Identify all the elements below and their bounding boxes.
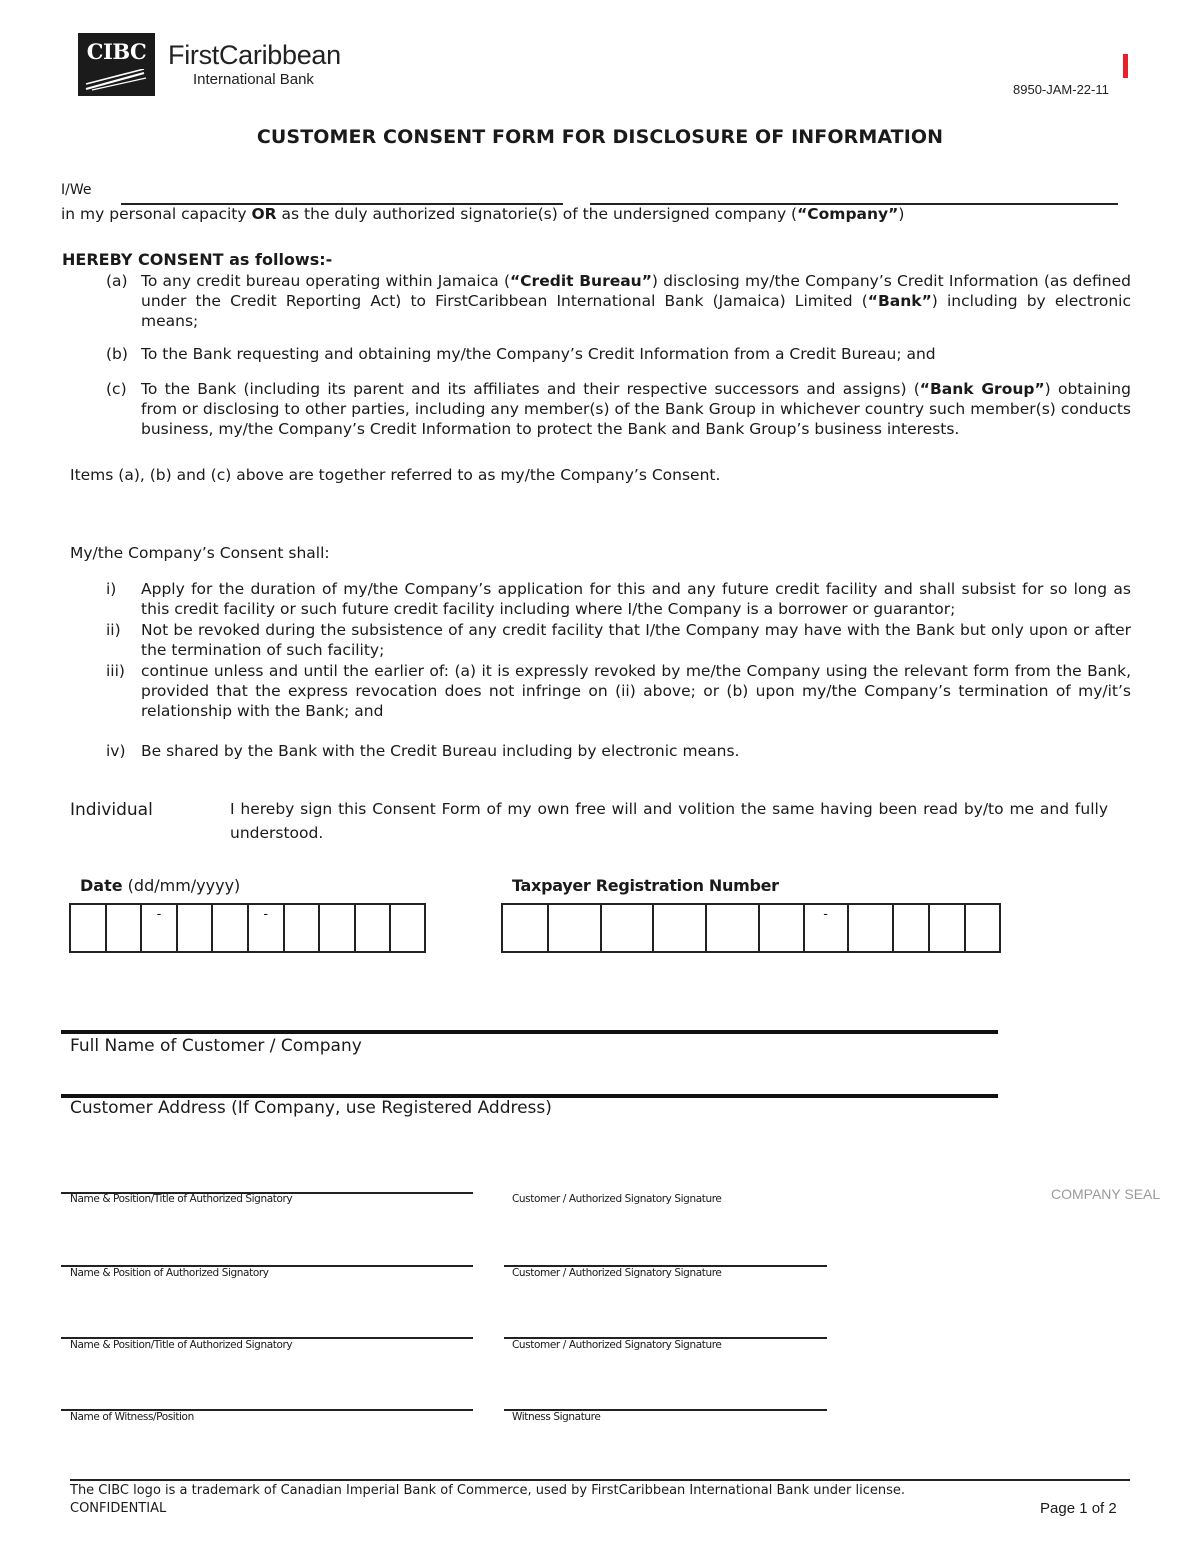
form-code: 8950-JAM-22-11 bbox=[1013, 82, 1109, 97]
company-seal-label: COMPANY SEAL bbox=[1051, 1186, 1161, 1202]
signatory-name-label: Name & Position/Title of Authorized Signatory bbox=[70, 1339, 293, 1351]
cibc-logo bbox=[78, 33, 155, 96]
condition-text: Be shared by the Bank with the Credit Bureau including by electronic means. bbox=[141, 742, 740, 760]
individual-statement: I hereby sign this Consent Form of my own free will and volition the same having been read by/to me and fully understood. bbox=[230, 800, 1108, 842]
item-text: To the Bank requesting and obtaining my/the Company’s Credit Information from a Credit Bureau; and bbox=[141, 345, 936, 363]
logo-text: CIBC bbox=[86, 39, 147, 64]
date-cell[interactable] bbox=[213, 905, 249, 951]
logo-swoosh-icon bbox=[84, 69, 149, 91]
date-cell[interactable] bbox=[107, 905, 143, 951]
item-text: To any credit bureau operating within Jamaica (“Credit Bureau”) disclosing my/the Company’s Credit Information (as defined under the Credit Reporting Act) to FirstCaribbean International Bank (Jamaica) Limited (“Bank”) including by electronic means; bbox=[141, 272, 1132, 330]
address-label: Customer Address (If Company, use Registered Address) bbox=[70, 1098, 552, 1118]
footer-divider bbox=[70, 1479, 1130, 1481]
witness-signature-label: Witness Signature bbox=[512, 1411, 601, 1423]
condition-label: iv) bbox=[106, 742, 126, 760]
trn-cell[interactable] bbox=[549, 905, 602, 951]
date-cell[interactable] bbox=[285, 905, 321, 951]
capacity-statement: in my personal capacity OR as the duly authorized signatorie(s) of the undersigned company (“Company”) bbox=[61, 205, 905, 223]
date-cell[interactable] bbox=[320, 905, 356, 951]
trn-cell[interactable]: - bbox=[805, 905, 849, 951]
page-title: CUSTOMER CONSENT FORM FOR DISCLOSURE OF INFORMATION bbox=[256, 126, 944, 148]
condition-text: Not be revoked during the subsistence of any credit facility that I/the Company may have with the Bank but only upon or after the termination of such facility; bbox=[141, 621, 1131, 659]
trn-cell[interactable] bbox=[760, 905, 805, 951]
condition-label: ii) bbox=[106, 621, 121, 639]
date-cell[interactable] bbox=[71, 905, 107, 951]
iwe-label: I/We bbox=[61, 182, 92, 198]
individual-label: Individual bbox=[70, 800, 153, 820]
trn-cell[interactable] bbox=[930, 905, 966, 951]
item-text: To the Bank (including its parent and its affiliates and their respective successors and assigns) (“Bank Group”) obtaining from or disclosing to other parties, including any member(s) of the Bank Group in whichever country such member(s) conducts business, my/the Company’s Credit Information to protect the Bank and Bank Group’s business interests. bbox=[141, 380, 1131, 438]
trn-cell[interactable] bbox=[849, 905, 894, 951]
items-reference: Items (a), (b) and (c) above are together referred to as my/the Company’s Consent. bbox=[70, 466, 721, 484]
date-label: Date (dd/mm/yyyy) bbox=[80, 876, 241, 895]
trn-label: Taxpayer Registration Number bbox=[512, 876, 779, 895]
consent-shall: My/the Company’s Consent shall: bbox=[70, 544, 330, 562]
date-cell[interactable] bbox=[178, 905, 214, 951]
trn-cell[interactable] bbox=[503, 905, 549, 951]
accent-mark bbox=[1123, 54, 1128, 78]
condition-label: i) bbox=[106, 580, 117, 598]
bank-name: FirstCaribbean bbox=[168, 40, 341, 70]
item-label: (c) bbox=[106, 380, 127, 398]
trn-cell[interactable] bbox=[707, 905, 760, 951]
full-name-field[interactable] bbox=[61, 1030, 998, 1034]
signatory-signature-label: Customer / Authorized Signatory Signature bbox=[512, 1193, 722, 1205]
trademark-notice: The CIBC logo is a trademark of Canadian Imperial Bank of Commerce, used by FirstCaribbean International Bank under license. bbox=[70, 1483, 906, 1498]
page-number: Page 1 of 2 bbox=[1040, 1500, 1117, 1517]
full-name-label: Full Name of Customer / Company bbox=[70, 1036, 362, 1056]
bank-subtitle: International Bank bbox=[193, 71, 314, 88]
witness-name-label: Name of Witness/Position bbox=[70, 1411, 194, 1423]
confidential-label: CONFIDENTIAL bbox=[70, 1501, 167, 1516]
trn-cell[interactable] bbox=[966, 905, 999, 951]
date-cell[interactable] bbox=[356, 905, 392, 951]
condition-text: Apply for the duration of my/the Company’s application for this and any future credit facility and shall subsist for so long as this credit facility or such future credit facility including where I/the Company is a borrower or guarantor; bbox=[141, 580, 1131, 618]
trn-cell[interactable] bbox=[602, 905, 655, 951]
item-label: (b) bbox=[106, 345, 128, 363]
condition-label: iii) bbox=[106, 662, 125, 680]
trn-cell[interactable] bbox=[894, 905, 930, 951]
date-cell[interactable]: - bbox=[249, 905, 285, 951]
date-input-boxes[interactable] bbox=[69, 903, 426, 953]
signatory-signature-label: Customer / Authorized Signatory Signature bbox=[512, 1339, 722, 1351]
trn-input-boxes[interactable] bbox=[501, 903, 1001, 953]
date-cell[interactable] bbox=[391, 905, 424, 951]
condition-text: continue unless and until the earlier of: (a) it is expressly revoked by me/the Company using the relevant form from the Bank, provided that the express revocation does not infringe on (ii) above; or (b) upon my/the Company’s termination of my/it’s relationship with the Bank; and bbox=[141, 662, 1131, 720]
signatory-name-label: Name & Position/Title of Authorized Signatory bbox=[70, 1193, 293, 1205]
trn-cell[interactable] bbox=[654, 905, 707, 951]
signatory-signature-label: Customer / Authorized Signatory Signature bbox=[512, 1267, 722, 1279]
item-label: (a) bbox=[106, 272, 128, 290]
address-field[interactable] bbox=[61, 1094, 998, 1098]
date-cell[interactable]: - bbox=[142, 905, 178, 951]
signatory-name-label: Name & Position of Authorized Signatory bbox=[70, 1267, 269, 1279]
consent-heading: HEREBY CONSENT as follows:- bbox=[62, 250, 333, 269]
